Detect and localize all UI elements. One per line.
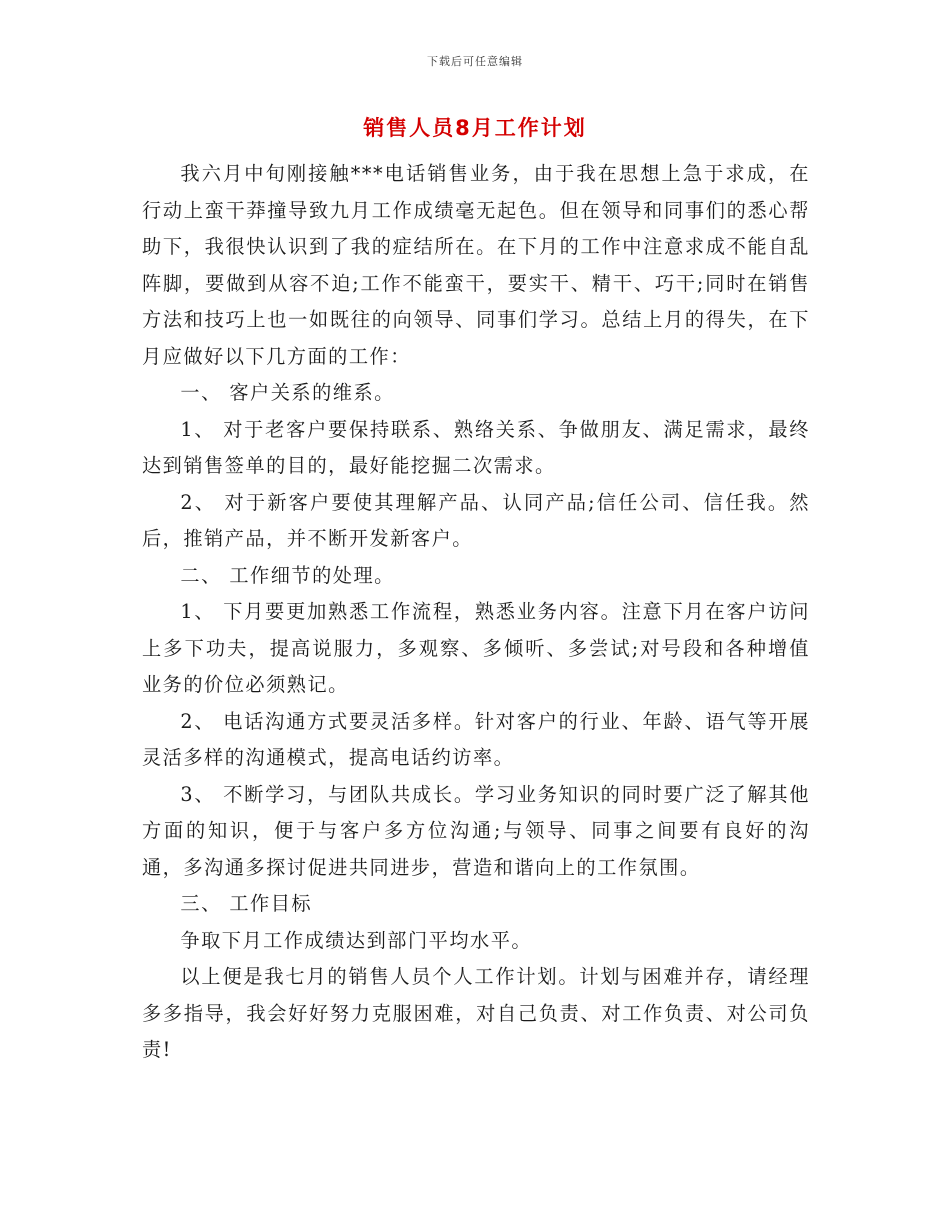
paragraph-goal: 争取下月工作成绩达到部门平均水平。 [180,928,533,952]
page-header-note: 下载后可任意编辑 [427,55,523,68]
paragraph-intro: 我六月中旬刚接触***电话销售业务，由于我在思想上急于求成，在行动上蛮干莽撞导致九月工作成绩毫无起色。但在领导和同事们的悉心帮助下，我很快认识到了我的症结所在。在下月的工作中注意求成不能自乱阵脚，要做到从容不迫;工作不能蛮干，要实干、精干、巧干;同时在销售方法和技巧上也一如既往的向领导、同事们学习。总结上月的得失，在下月应做好以下几方面的工作： [142,162,810,368]
paragraph-workflow: 1、 下月要更加熟悉工作流程，熟悉业务内容。注意下月在客户访问上多下功夫，提高说服力，多观察、多倾听、多尝试;对号段和各种增值业务的价位必须熟记。 [142,600,810,696]
paragraph-old-customers: 1、 对于老客户要保持联系、熟络关系、争做朋友、满足需求，最终达到销售签单的目的，最好能挖掘二次需求。 [142,417,810,477]
paragraph-new-customers: 2、 对于新客户要使其理解产品、认同产品;信任公司、信任我。然后，推销产品，并不断开发新客户。 [142,490,810,550]
document-body [142,156,810,1069]
document-title: 销售人员8月工作计划 [363,116,587,140]
paragraph-continuous-learning: 3、 不断学习，与团队共成长。学习业务知识的同时要广泛了解其他方面的知识，便于与客户多方位沟通;与领导、同事之间要有良好的沟通，多沟通多探讨促进共同进步，营造和谐向上的工作氛围。 [142,782,810,879]
section-heading-work-details: 二、 工作细节的处理。 [180,563,395,587]
paragraph-phone-communication: 2、 电话沟通方式要灵活多样。针对客户的行业、年龄、语气等开展灵活多样的沟通模式，提高电话约访率。 [142,709,810,769]
section-heading-customer-relations: 一、 客户关系的维系。 [180,381,395,404]
section-heading-work-goals: 三、 工作目标 [180,892,313,915]
paragraph-closing: 以上便是我七月的销售人员个人工作计划。计划与困难并存，请经理多多指导，我会好好努力克服困难，对自己负责、对工作负责、对公司负责! [142,965,810,1061]
